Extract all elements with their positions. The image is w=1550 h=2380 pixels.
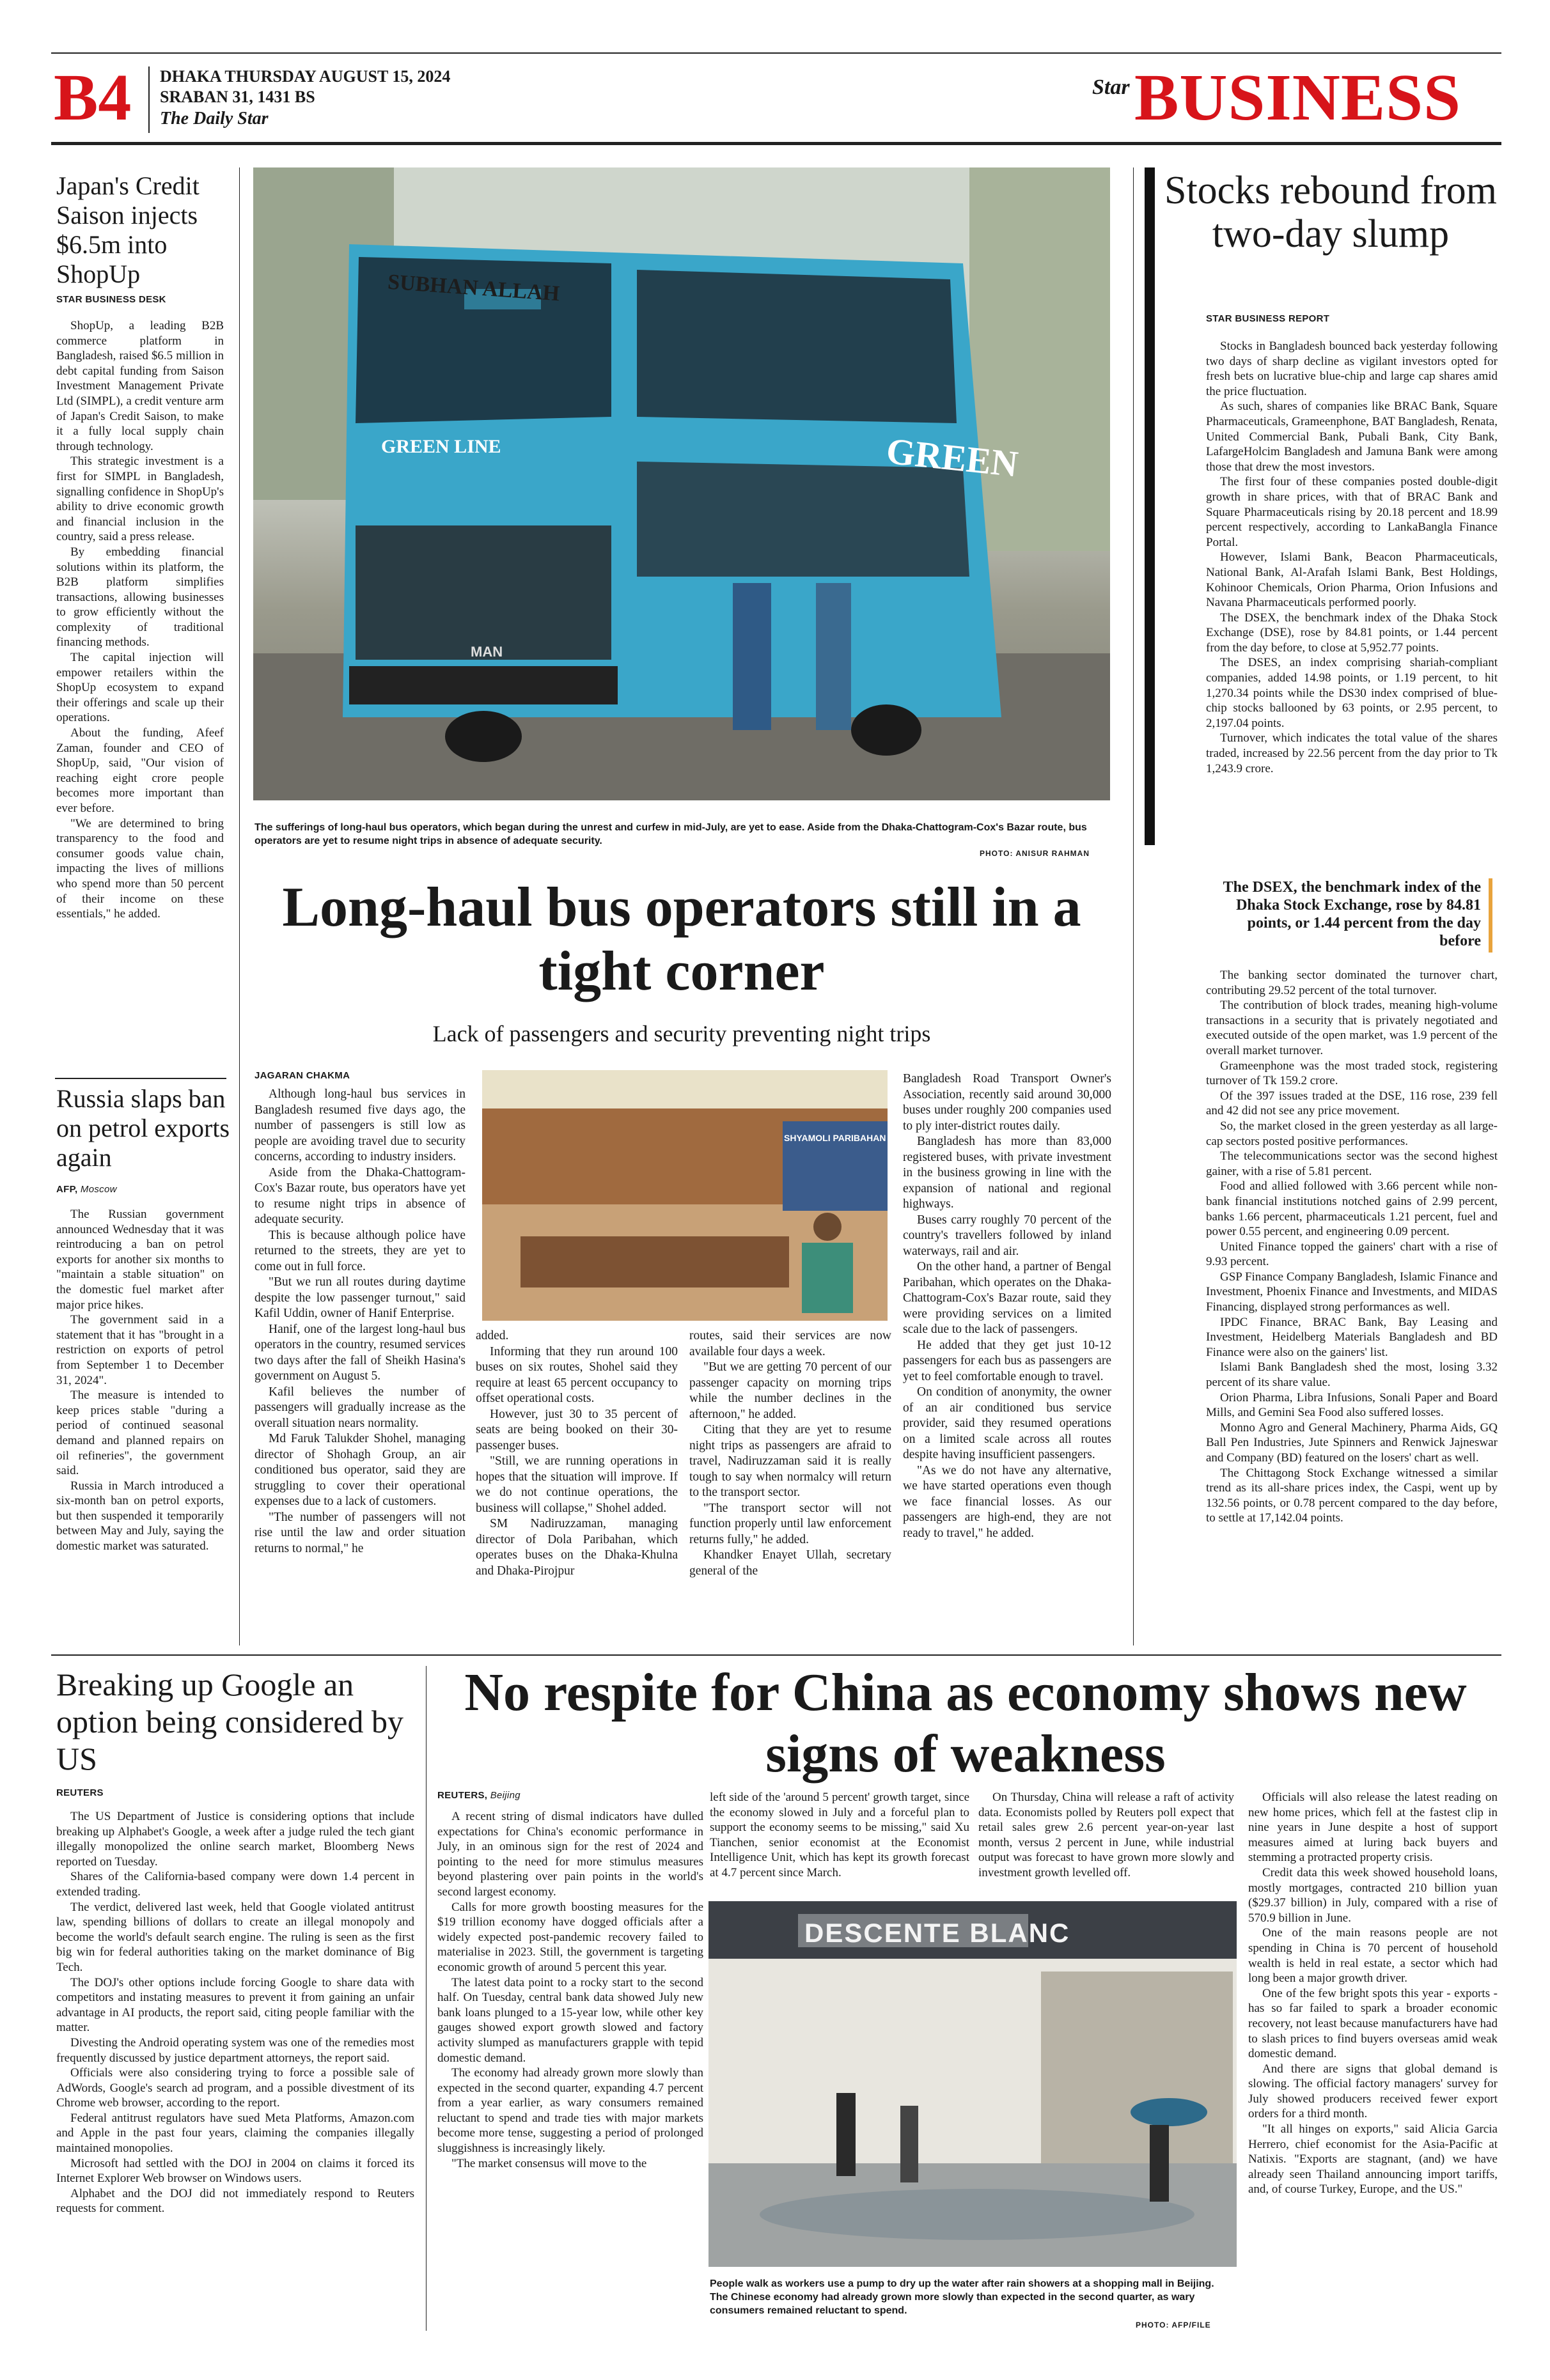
paragraph: Md Faruk Talukder Shohel, managing director of Shohagh Group, an air conditioned bus operator, said they are struggling to cover their operational expenses due to a lack of customers. bbox=[254, 1432, 466, 1508]
office-illustration bbox=[482, 1070, 888, 1321]
paragraph: Officials were also considering trying to force a possible sale of AdWords, Google's search ad program, and a possible divestment of its Chrome web browser, according to the report. bbox=[56, 2066, 414, 2110]
paragraph: The latest data point to a rocky start to the second half. On Tuesday, central bank data showed July new bank loans plunged to a 15-year low, while other key gauges showed export growth slowed and factory activity slumped as manufacturers grapple with tepid domestic demand. bbox=[437, 1975, 703, 2065]
section-title: BUSINESS bbox=[1134, 61, 1461, 134]
mall-illustration bbox=[708, 1901, 1237, 2267]
paragraph: The verdict, delivered last week, held that Google violated antitrust law, spending billions of dollars to create an illegal monopoly and become the world's default search engine. The ruling is seen as the first big win for federal authorities taking on the market dominance of Big Tech. bbox=[56, 1900, 414, 1974]
pullquote-bar bbox=[1489, 878, 1492, 953]
paragraph: About the funding, Afeef Zaman, founder and CEO of ShopUp, said, "Our vision of reaching eight crore people becomes more important than ever before. bbox=[56, 726, 224, 815]
star-logo: Star bbox=[1092, 75, 1130, 99]
paragraph: Calls for more growth boosting measures for the $19 trillion economy have dogged officials after a widely expected post-pandemic recovery failed to materialise in 2023. Still, the government is targeting economic growth of around 5 percent this year. bbox=[437, 1900, 703, 1974]
paragraph: "But we are getting 70 percent of our passenger capacity on morning trips while the number declines in the afternoon," he added. bbox=[689, 1360, 891, 1421]
bus-photo bbox=[253, 167, 1110, 800]
bus-photo-caption: The sufferings of long-haul bus operators, which began during the unrest and curfew in mid-July, are yet to ease. Aside from the Dhaka-Chattogram-Cox's Bazar route, bus operators are yet to resume night trips in absence of adequate security. bbox=[254, 822, 1087, 846]
divider bbox=[55, 1078, 226, 1079]
paragraph: "The transport sector will not function properly until law enforcement returns fully," he added. bbox=[689, 1501, 891, 1546]
office-sign: SHYAMOLI PARIBAHAN bbox=[784, 1133, 886, 1143]
paragraph: Aside from the Dhaka-Chattogram-Cox's Bazar route, bus operators have yet to resume night trips in absence of adequate security. bbox=[254, 1165, 466, 1226]
china-col-3 bbox=[978, 1790, 1234, 1881]
paragraph: Of the 397 issues traded at the DSE, 116 rose, 239 fell and 42 did not see any price movement. bbox=[1206, 1089, 1498, 1118]
russia-headline: Russia slaps ban on petrol exports again bbox=[56, 1084, 230, 1172]
paragraph: routes, said their services are now available four days a week. bbox=[689, 1329, 891, 1358]
paragraph: The telecommunications sector was the second highest gainer, with a rise of 5.81 percent. bbox=[1206, 1149, 1498, 1178]
shopup-headline: Japan's Credit Saison injects $6.5m into ShopUp bbox=[56, 171, 200, 288]
google-headline: Breaking up Google an option being considered by US bbox=[56, 1667, 403, 1777]
masthead-rule bbox=[51, 142, 1501, 145]
paragraph: GSP Finance Company Bangladesh, Islamic Finance and Investment, Phoenix Finance and Investments, and MIDAS Financing, displayed strong performances as well. bbox=[1206, 1270, 1498, 1314]
paragraph: ShopUp, a leading B2B commerce platform in Bangladesh, raised $6.5 million in debt capital funding from Saison Investment Management Private Ltd (SIMPL), a credit venture arm of Japan's Credit Saison, to make it a fully local supply chain through technology. bbox=[56, 319, 224, 453]
paragraph: Federal antitrust regulators have sued Meta Platforms, Amazon.com and Apple in the past four years, claiming the companies illegally maintained monopolies. bbox=[56, 2111, 414, 2156]
paragraph: SM Nadiruzzaman, managing director of Dola Paribahan, which operates buses on the Dhaka-Khulna and Dhaka-Pirojpur bbox=[476, 1517, 678, 1578]
paragraph: "We are determined to bring transparency to the food and consumer goods value chain, impacting the lives of millions who spend more than 50 percent of their income on these essentials," he added. bbox=[56, 816, 224, 921]
bus-side-name: GREEN LINE bbox=[381, 436, 501, 457]
paper-logo: The Daily Star bbox=[160, 109, 269, 128]
paragraph: Citing that they are yet to resume night trips as passengers are afraid to travel, Nadiruzzaman said it is really tough to say when normalcy will return to the transport sector. bbox=[689, 1423, 891, 1499]
paragraph: Although long-haul bus services in Bangladesh resumed five days ago, the number of passengers is still low as people are avoiding travel due to security concerns, according to industry insiders. bbox=[254, 1087, 466, 1163]
paragraph: "But we run all routes during daytime despite the low passenger turnout," said Kafil Uddin, owner of Hanif Enterprise. bbox=[254, 1275, 466, 1320]
russia-body bbox=[56, 1207, 224, 1554]
paragraph: And there are signs that global demand is slowing. The official factory managers' survey for July showed producers received fewer export orders for a third month. bbox=[1248, 2062, 1498, 2121]
paragraph: "The number of passengers will not rise until the law and order situation returns to normal," he bbox=[254, 1510, 466, 1555]
paragraph: Hanif, one of the largest long-haul bus operators in the country, resumed services two days after the fall of Sheikh Hasina's government on August 5. bbox=[254, 1322, 466, 1383]
store-sign: DESCENTE BLANC bbox=[804, 1918, 1070, 1948]
china-col-4 bbox=[1248, 1790, 1498, 2197]
shopup-byline: STAR BUSINESS DESK bbox=[56, 294, 166, 305]
paragraph: Orion Pharma, Libra Infusions, Sonali Paper and Board Mills, and Gemini Sea Food also suffered losses. bbox=[1206, 1390, 1498, 1420]
paragraph: On condition of anonymity, the owner of an air conditioned bus service provider, said they resumed operations on a limited scale across all routes despite having insufficient passengers. bbox=[903, 1385, 1111, 1461]
paragraph: So, the market closed in the green yesterday as all large-cap sectors posted positive performances. bbox=[1206, 1119, 1498, 1148]
paragraph: The first four of these companies posted double-digit growth in share prices, with that of BRAC Bank and Square Pharmaceuticals rising by 20.18 percent and 18.99 percent respectively, according to LankaBangla Finance Portal. bbox=[1206, 475, 1498, 549]
paragraph: The capital injection will empower retailers within the ShopUp ecosystem to expand their offerings and scale up their operations. bbox=[56, 651, 224, 725]
china-location: Beijing bbox=[490, 1790, 521, 1801]
paragraph: The DSES, an index comprising shariah-compliant companies, added 14.98 points, or 1.19 percent, to hit 1,270.34 points while the DS30 index comprised of blue-chip stocks ballooned by 63 points, or 2.95 percent, to 2,197.04 points. bbox=[1206, 656, 1498, 730]
paragraph: "As we do not have any alternative, we have started operations even though we face financial losses. As our passengers are high-end, they are not ready to travel," he added. bbox=[903, 1463, 1111, 1540]
paragraph: IPDC Finance, BRAC Bank, Bay Leasing and Investment, Heidelberg Materials Bangladesh and BD Finance were also on the gainers' list. bbox=[1206, 1315, 1498, 1359]
shopup-body bbox=[56, 318, 224, 922]
mall-photo bbox=[708, 1901, 1237, 2267]
paragraph: Kafil believes the number of passengers will gradually increase as the overall situation nears normality. bbox=[254, 1385, 466, 1430]
paragraph: On the other hand, a partner of Bengal Paribahan, which operates on the Dhaka-Chattogram-Cox's Bazar route, said they were providing services on a limited scale due to the lack of passengers. bbox=[903, 1260, 1111, 1336]
paragraph: The banking sector dominated the turnover chart, contributing 29.52 percent of the total turnover. bbox=[1206, 968, 1498, 997]
paragraph: Bangladesh Road Transport Owner's Association, recently said around 30,000 buses under roughly 200 companies used to ply inter-district routes daily. bbox=[903, 1072, 1111, 1133]
paragraph: "Still, we are running operations in hopes that the situation will improve. If we do not continue operations, the business will collapse," Shohel added. bbox=[476, 1454, 678, 1515]
bangla-date: SRABAN 31, 1431 BS bbox=[160, 88, 315, 106]
bus-office-photo bbox=[482, 1070, 888, 1321]
paragraph: Divesting the Android operating system was one of the remedies most frequently discussed by justice department attorneys, the report said. bbox=[56, 2035, 414, 2065]
paragraph: Stocks in Bangladesh bounced back yesterday following two days of sharp decline as vigilant investors opted for fresh bets on lucrative blue-chip and large cap shares amid the price fluctuation. bbox=[1206, 339, 1498, 398]
russia-byline: AFP, bbox=[56, 1184, 78, 1195]
paragraph: The Chittagong Stock Exchange witnessed a similar trend as its all-share prices index, the Caspi, went up by 132.56 points, or 0.78 percent compared to the day before, to settle at 17,142.04 points. bbox=[1206, 1466, 1498, 1525]
section-divider bbox=[51, 1654, 1501, 1656]
bus-photo-credit: PHOTO: ANISUR RAHMAN bbox=[980, 849, 1090, 858]
masthead-divider bbox=[148, 66, 150, 133]
paragraph: United Finance topped the gainers' chart with a rise of 9.93 percent. bbox=[1206, 1240, 1498, 1269]
mall-photo-credit: PHOTO: AFP/FILE bbox=[1136, 2321, 1211, 2329]
bus-illustration bbox=[253, 167, 1110, 800]
paragraph: Grameenphone was the most traded stock, registering turnover of Tk 159.2 crore. bbox=[1206, 1059, 1498, 1088]
china-col-1 bbox=[437, 1809, 703, 2171]
stocks-headline: Stocks rebound from two-day slump bbox=[1164, 169, 1498, 256]
paragraph: Monno Agro and General Machinery, Pharma Aids, GQ Ball Pen Industries, Jute Spinners and Renwick Jajneswar and Company (BD) featured on the losers' chart as well. bbox=[1206, 1420, 1498, 1465]
bus-maker: MAN bbox=[471, 644, 503, 660]
paragraph: This strategic investment is a first for SIMPL in Bangladesh, signalling confidence in ShopUp's ability to drive economic growth and financial inclusion in the country, said a press release. bbox=[56, 455, 224, 544]
paragraph: As such, shares of companies like BRAC Bank, Square Pharmaceuticals, Grameenphone, BAT Bangladesh, Renata, United Commercial Bank, Pubali Bank, City Bank, LafargeHolcim Bangladesh and Jamuna Bank were among those that drew the most investors. bbox=[1206, 400, 1498, 474]
column-rule bbox=[426, 1666, 427, 2331]
paragraph: left side of the 'around 5 percent' growth target, since the economy slowed in July and a forceful plan to support the economy seems to be missing," said Xu Tianchen, senior economist at the Economist Intelligence Unit, which has kept its growth forecast at 4.7 percent since March. bbox=[710, 1791, 969, 1879]
paragraph: One of the main reasons people are not spending in China is 70 percent of household wealth is held in real estate, a sector which had long been a major growth driver. bbox=[1248, 1926, 1498, 1986]
paragraph: However, just 30 to 35 percent of seats are being booked on their 30-passenger buses. bbox=[476, 1407, 678, 1452]
paragraph: He added that they get just 10-12 passengers for each bus as passengers are yet to feel comfortable enough to travel. bbox=[903, 1338, 1111, 1383]
paragraph: Food and allied followed with 3.66 percent while non-bank financial institutions notched gains of 2.99 percent, banks 1.66 percent, pharmaceuticals 1.21 percent, fuel and power 0.55 percent, and engineering 0.09 percent. bbox=[1206, 1179, 1498, 1239]
paragraph: The measure is intended to keep prices stable "during a period of continued seasonal demand and planned repairs on oil refineries", the government said. bbox=[56, 1388, 224, 1478]
paragraph: The contribution of block trades, meaning high-volume transactions in a security that is privately negotiated and executed outside of the open market, was 1.9 percent of the overall market turnover. bbox=[1206, 999, 1498, 1057]
paragraph: The Russian government announced Wednesday that it was reintroducing a ban on petrol exports for another six months to "maintain a stable situation" on the domestic fuel market after major price hikes. bbox=[56, 1208, 224, 1312]
china-col-2 bbox=[710, 1790, 969, 1881]
paragraph: By embedding financial solutions within its platform, the B2B platform simplifies transactions, allowing businesses to grow efficiently without the complexity of traditional financing methods. bbox=[56, 545, 224, 649]
paragraph: Officials will also release the latest reading on new home prices, which fell at the fastest clip in nine years in June despite a host of support measures aimed at luring back buyers and stemming a protracted property crisis. bbox=[1248, 1791, 1498, 1865]
paragraph: "The market consensus will move to the bbox=[451, 2156, 647, 2170]
paragraph: Buses carry roughly 70 percent of the country's travellers followed by inland waterways, rail and air. bbox=[903, 1213, 1111, 1258]
paragraph: The government said in a statement that it has "brought in a restriction on exports of petrol from September 1 to December 31, 2024". bbox=[56, 1313, 224, 1387]
bus-col-1 bbox=[254, 1087, 466, 1557]
bus-brand: GREEN bbox=[884, 430, 1021, 485]
paragraph: Shares of the California-based company were down 1.4 percent in extended trading. bbox=[56, 1870, 414, 1899]
paragraph: Bangladesh has more than 83,000 registered buses, with private investment in the business growing in line with the expansion of national and regional highways. bbox=[903, 1135, 1111, 1211]
column-rule bbox=[1133, 167, 1134, 1645]
paragraph: Credit data this week showed household loans, mostly mortgages, contracted 210 billion yuan ($29.37 billion) in July, compared with a rise of 570.9 billion in June. bbox=[1248, 1865, 1498, 1925]
paragraph: Russia in March introduced a six-month ban on petrol exports, but then suspended it temporarily between May and July, saying the domestic market was saturated. bbox=[56, 1479, 224, 1553]
russia-location: Moscow bbox=[80, 1184, 117, 1195]
stocks-pullquote: The DSEX, the benchmark index of the Dhaka Stock Exchange, rose by 84.81 points, or 1.44 percent from the day before bbox=[1223, 879, 1481, 949]
google-byline: REUTERS bbox=[56, 1787, 104, 1798]
top-rule bbox=[51, 52, 1501, 54]
bus-col-4 bbox=[903, 1071, 1111, 1541]
stocks-body-a bbox=[1206, 339, 1498, 776]
bus-col-2 bbox=[476, 1328, 678, 1579]
bus-byline: JAGARAN CHAKMA bbox=[254, 1070, 350, 1081]
paragraph: Alphabet and the DOJ did not immediately respond to Reuters requests for comment. bbox=[56, 2186, 414, 2216]
paragraph: The economy had already grown more slowly than expected in the second quarter, expanding 4.7 percent from a year earlier, as wary consumers remained reluctant to spend and trade ties with major markets become more tense, suggesting a period of prolonged sluggishness is increasingly likely. bbox=[437, 2066, 703, 2156]
paragraph: Informing that they run around 100 buses on six routes, Shohel said they require at least 65 percent occupancy to offset operational costs. bbox=[476, 1344, 678, 1405]
paragraph: On Thursday, China will release a raft of activity data. Economists polled by Reuters poll expect that retail sales grew 2.6 percent year-on-year last month, versus 2 percent in June, while industrial output was forecast to have grown more slowly and investment growth levelled off. bbox=[978, 1791, 1234, 1879]
google-body bbox=[56, 1809, 414, 2216]
paragraph: The US Department of Justice is considering options that include breaking up Alphabet's Google, a week after a judge ruled the tech giant illegally monopolized the online search market, Bloomberg News reported on Tuesday. bbox=[56, 1810, 414, 1869]
bus-col-3 bbox=[689, 1328, 891, 1579]
black-bar bbox=[1145, 167, 1155, 845]
stocks-byline: STAR BUSINESS REPORT bbox=[1206, 313, 1330, 324]
column-rule bbox=[239, 167, 240, 1645]
mall-photo-caption: People walk as workers use a pump to dry up the water after rain showers at a shopping mall in Beijing. The Chinese economy had already grown more slowly than expected in the second quarter, as wary consumers remained reluctant to spend. bbox=[710, 2278, 1214, 2316]
bus-front-name: SUBHAN ALLAH bbox=[387, 270, 561, 306]
paragraph: One of the few bright spots this year - exports - has so far failed to spark a broader economic recovery, not least because manufacturers have had to slash prices to find buyers overseas amid weak domestic demand. bbox=[1248, 1986, 1498, 2061]
china-headline: No respite for China as economy shows new signs of weakness bbox=[464, 1663, 1467, 1784]
stocks-body-b bbox=[1206, 968, 1498, 1526]
paragraph: The DSEX, the benchmark index of the Dhaka Stock Exchange (DSE), rose by 84.81 points, or 1.44 percent from the day before, to close at 5,952.77 points. bbox=[1206, 611, 1498, 655]
dateline: DHAKA THURSDAY AUGUST 15, 2024 bbox=[160, 67, 451, 86]
bus-headline: Long-haul bus operators still in a tight corner bbox=[282, 876, 1081, 1002]
paragraph: added. bbox=[476, 1329, 509, 1342]
bus-subhead: Lack of passengers and security preventing night trips bbox=[432, 1021, 931, 1046]
paragraph: This is because although police have returned to the streets, they are yet to come out in full force. bbox=[254, 1228, 466, 1273]
paragraph: The DOJ's other options include forcing Google to share data with competitors and instating measures to prevent it from gaining an unfair advantage in AI products, the report said, citing people familiar with the matter. bbox=[56, 1975, 414, 2035]
paragraph: Khandker Enayet Ullah, secretary general of the bbox=[689, 1548, 891, 1578]
paragraph: "It all hinges on exports," said Alicia Garcia Herrero, chief economist for the Asia-Pacific at Natixis. "Exports are stagnant, (and) we have already seen Thailand announcing import tariffs, and, of course Turkey, Europe, and the US." bbox=[1248, 2122, 1498, 2197]
paragraph: However, Islami Bank, Beacon Pharmaceuticals, National Bank, Al-Arafah Islami Bank, Best Holdings, Kohinoor Chemicals, Orion Pharma, Orion Infusions and Navana Pharmaceuticals performed poorly. bbox=[1206, 550, 1498, 610]
paragraph: Turnover, which indicates the total value of the shares traded, increased by 22.56 percent from the day prior to Tk 1,243.9 crore. bbox=[1206, 731, 1498, 775]
page-number: B4 bbox=[54, 61, 132, 134]
china-byline: REUTERS, bbox=[437, 1790, 488, 1801]
paragraph: Microsoft had settled with the DOJ in 2004 on claims it forced its Internet Explorer Web browser on Windows users. bbox=[56, 2156, 414, 2186]
paragraph: Islami Bank Bangladesh shed the most, losing 3.32 percent of its share value. bbox=[1206, 1360, 1498, 1390]
paragraph: A recent string of dismal indicators have dulled expectations for China's economic performance in July, in an ominous sign for the rest of 2024 and pointing to the need for more stimulus measures beyond plastering over pain points in the world's second largest economy. bbox=[437, 1810, 703, 1899]
